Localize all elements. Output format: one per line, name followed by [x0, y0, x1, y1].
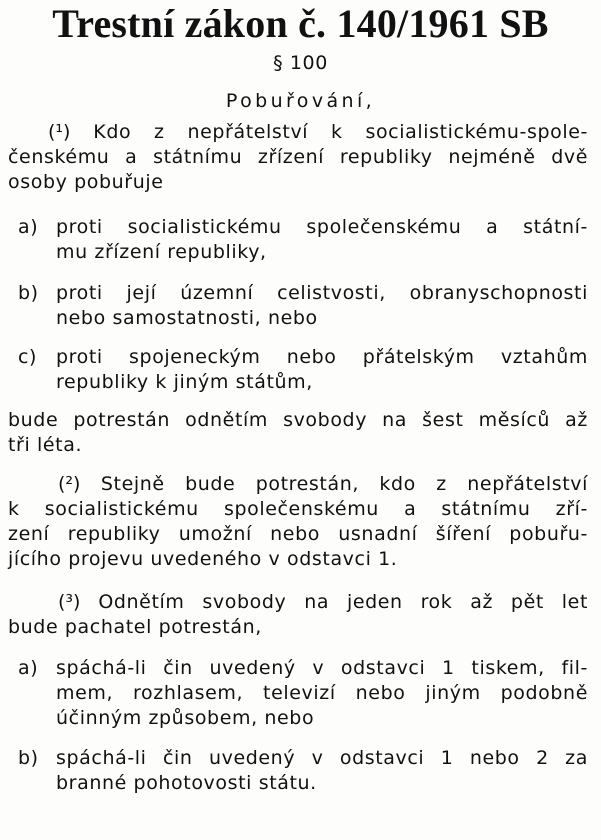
list-item — [18, 281, 588, 331]
list-item-text: proti její územní celistvosti, obranyschopnosti nebo samostatnosti, nebo — [56, 282, 588, 329]
list-item-text: proti spojeneckým nebo přátelským vztahům republiky k jiným státům, — [56, 346, 588, 393]
list-item — [18, 215, 588, 265]
paragraph-1-line: osoby pobuřuje — [8, 171, 164, 193]
section-heading: Pobuřování, — [225, 90, 376, 112]
list-item-text: spáchá-li čin uvedený v odstavci 1 tiskem, fil- mem, rozhlasem, televizí nebo jiným podobně účinným způsobem, nebo — [56, 657, 588, 729]
section-number: § 100 — [273, 52, 328, 74]
paragraph-2-number: (²) — [58, 473, 81, 495]
paragraph-3: (³) Odnětím svobody na jeden rok až pět let bude pachatel potrestán, — [8, 591, 589, 638]
list-item — [18, 345, 588, 395]
paragraph-1-number: (¹) — [48, 121, 71, 143]
paragraph-1-line: (¹) Kdo z nepřátelství k socialistickému-spole- — [48, 121, 588, 143]
document-title: Trestní zákon č. 140/1961 SB — [52, 1, 549, 46]
paragraph-1-line: čenskému a státnímu zřízení republiky nejméně dvě — [8, 146, 588, 168]
paragraph-1 — [8, 120, 588, 195]
paragraph-3-number: (³) — [58, 591, 81, 613]
paragraph-2: (²) Stejně bude potrestán, kdo z nepřátelství k socialistickému společenskému a státnímu zří- zení republiky umožní nebo usnadní šíření pobuřu- jícího projevu uvedeného v odstavci 1. — [8, 473, 588, 570]
list-item — [18, 656, 588, 731]
list-item-text: proti socialistickému společenskému a státní- mu zřízení republiky, — [56, 216, 588, 263]
list-item — [18, 746, 588, 796]
list-item-letter: a) — [18, 216, 39, 238]
penalty-1: bude potrestán odnětím svobody na šest měsíců až tři léta. — [8, 409, 588, 456]
list-item-letter: b) — [18, 747, 39, 769]
list-item-letter: a) — [18, 657, 39, 679]
list-item-letter: c) — [18, 346, 38, 368]
list-item-text: spáchá-li čin uvedený v odstavci 1 nebo 2 za branné pohotovosti státu. — [56, 747, 588, 794]
list-item-letter: b) — [18, 282, 39, 304]
